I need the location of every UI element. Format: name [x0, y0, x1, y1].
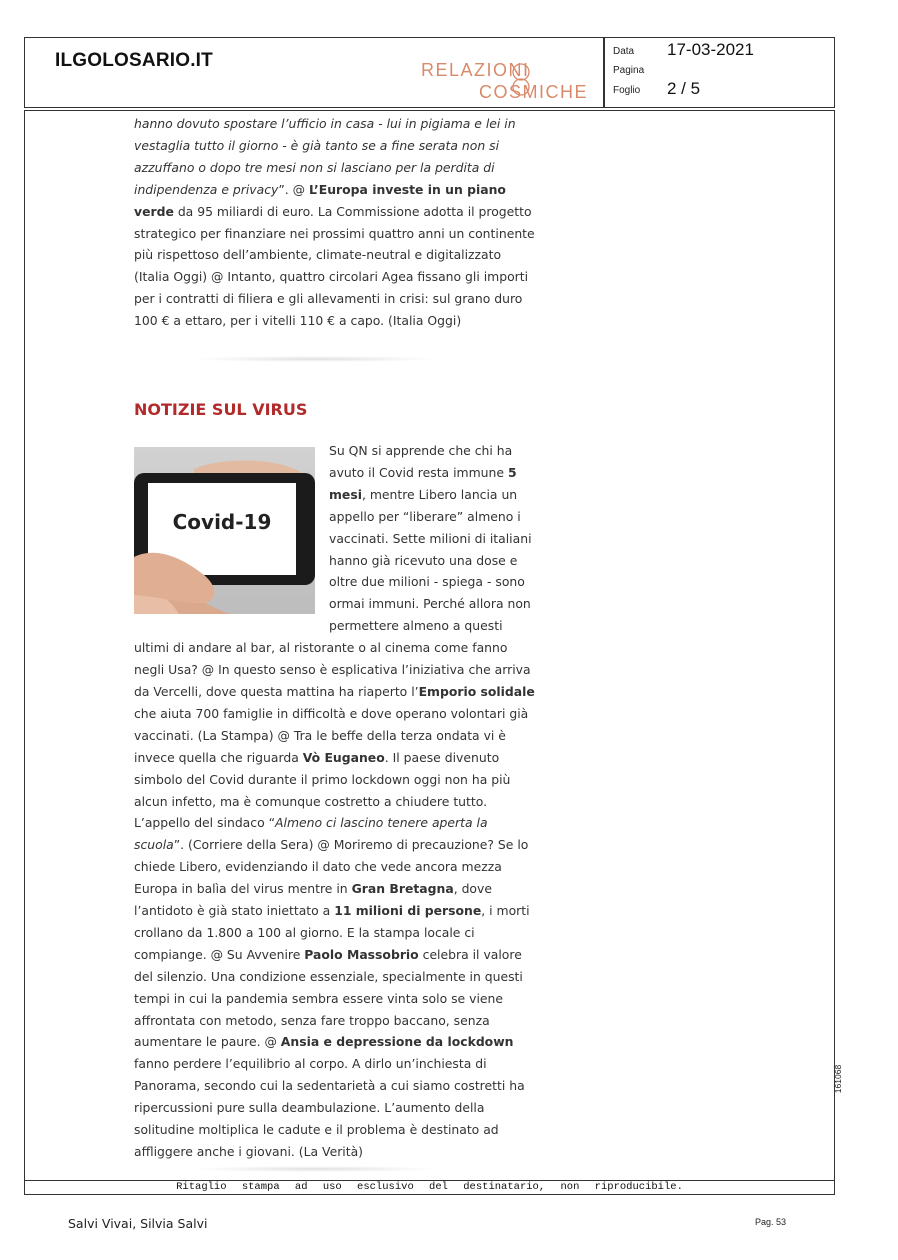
side-code-text: 161068: [833, 1064, 844, 1094]
text-run: da 95 miliardi di euro. La Commissione adotta il progetto strategico per finanziare nei prossimi quattro anni un continente più rispettoso dell’ambiente, climate-neutral e digitalizzato (Italia Oggi) @ Intanto, quattro circolari Agea fissano gli importi per i contratti di filiera e gli allevamenti in crisi: sul grano duro 100 € a ettaro, per i vitelli 110 € a capo. (Italia Oggi): [134, 203, 535, 329]
bold-paolo-massobrio: Paolo Massobrio: [304, 946, 419, 962]
section-title: NOTIZIE SUL VIRUS: [134, 400, 308, 419]
bold-gran-bretagna: Gran Bretagna: [351, 881, 454, 897]
text-run: ”. @: [278, 181, 309, 197]
article-paragraph-1: [134, 113, 539, 332]
text-run: celebra il valore del silenzio. Una condizione essenziale, specialmente in questi tempi in cui la pandemia sembra essere vinta solo se viene affrontata con metodo, senza fare troppo baccano, senza aumentare le paure. @: [134, 946, 523, 1050]
bold-ansia-depressione: Ansia e depressione da lockdown: [280, 1034, 514, 1050]
text-run: fanno perdere l’equilibrio al corpo. A dirlo un’inchiesta di Panorama, secondo cui la sedentarietà a cui siamo costretti ha ripercussioni pure sulla deambulazione. L’aumento della solitudine moltiplica le cadute e il problema è destinato ad affliggere anche i giovani. (La Verità): [134, 1056, 525, 1159]
logo-rings-icon: [501, 60, 541, 100]
pagina-label: Pagina: [613, 65, 645, 76]
foglio-label: Foglio: [613, 85, 641, 96]
text-run: che aiuta 700 famiglie in difficoltà e dove operano volontari già vaccinati. (La Stampa) @ Tra le beffe della terza ondata vi è invece quella che riguarda: [134, 705, 529, 765]
relazioni-cosmiche-logo: [421, 56, 599, 102]
header-left-box: [24, 37, 604, 108]
data-label: Data: [613, 46, 635, 57]
article-paragraph-2: [134, 440, 539, 1163]
bold-5-mesi: 5 mesi: [329, 464, 517, 502]
text-run: , dove l’antidoto è già stato iniettato a: [134, 881, 492, 919]
bold-europa-piano-verde: L’Europa investe in un piano verde: [134, 181, 506, 219]
copyright-note: Ritaglio stampa ad uso esclusivo del destinatario, non riproducibile.: [176, 1181, 683, 1193]
foglio-value: 2 / 5: [667, 79, 701, 98]
logo-line-2: COSMICHE: [479, 82, 589, 102]
section-separator: [190, 356, 440, 362]
text-run: , mentre Libero lancia un appello per “liberare” almeno i vaccinati. Sette milioni di italiani hanno già ricevuto una dose e oltre due milioni - spiega - sono ormai immuni. Perché allora non permettere almeno a questi ultimi di andare al bar, al ristorante o al cinema come fanno negli Usa? @ In questo senso è esplicativa l’iniziativa che arriva da Vercelli, dove questa mattina ha riaperto l’: [134, 486, 532, 699]
logo-line-1: RELAZIONI: [421, 60, 530, 80]
text-run: . Il paese divenuto simbolo del Covid durante il primo lockdown oggi non ha più alcun infetto, ma è comunque costretto a chiudere tutto. L’appello del sindaco “: [134, 749, 511, 831]
author-line: Salvi Vivai, Silvia Salvi: [68, 1216, 208, 1231]
copyright-strip: [24, 1181, 835, 1195]
quoted-text: hanno dovuto spostare l’ufficio in casa - lui in pigiama e lei in vestaglia tutto il giorno - è già tanto se a fine serata non si azzuffano o dopo tre mesi non si lasciano per la perdita di indipendenza e privacy: [134, 116, 516, 197]
bold-11-milioni: 11 milioni di persone: [334, 903, 482, 919]
header-meta-box: [604, 37, 835, 108]
section-separator-bottom: [190, 1166, 440, 1172]
photo-screen-label: Covid-19: [172, 510, 272, 534]
side-code: [832, 1060, 852, 1100]
photo-float-spacer: [134, 440, 329, 616]
bold-emporio-solidale: Emporio solidale: [418, 683, 535, 699]
text-run: ”. (Corriere della Sera) @ Moriremo di precauzione? Se lo chiede Libero, evidenziando il dato che vede ancora mezza Europa in balìa del virus mentre in: [134, 837, 529, 897]
italic-quote: Almeno ci lascino tenere aperta la scuola: [134, 815, 488, 853]
text-run: , i morti crollano da 1.800 a 100 al giorno. E la stampa locale ci compiange. @ Su Avvenire: [134, 903, 530, 962]
data-value: 17-03-2021: [667, 40, 754, 59]
bold-vo-euganeo: Vò Euganeo: [302, 749, 385, 765]
masthead-title: ILGOLOSARIO.IT: [55, 50, 213, 71]
text-run: Su QN si apprende che chi ha avuto il Covid resta immune: [329, 443, 513, 480]
page-number: Pag. 53: [755, 1217, 787, 1227]
